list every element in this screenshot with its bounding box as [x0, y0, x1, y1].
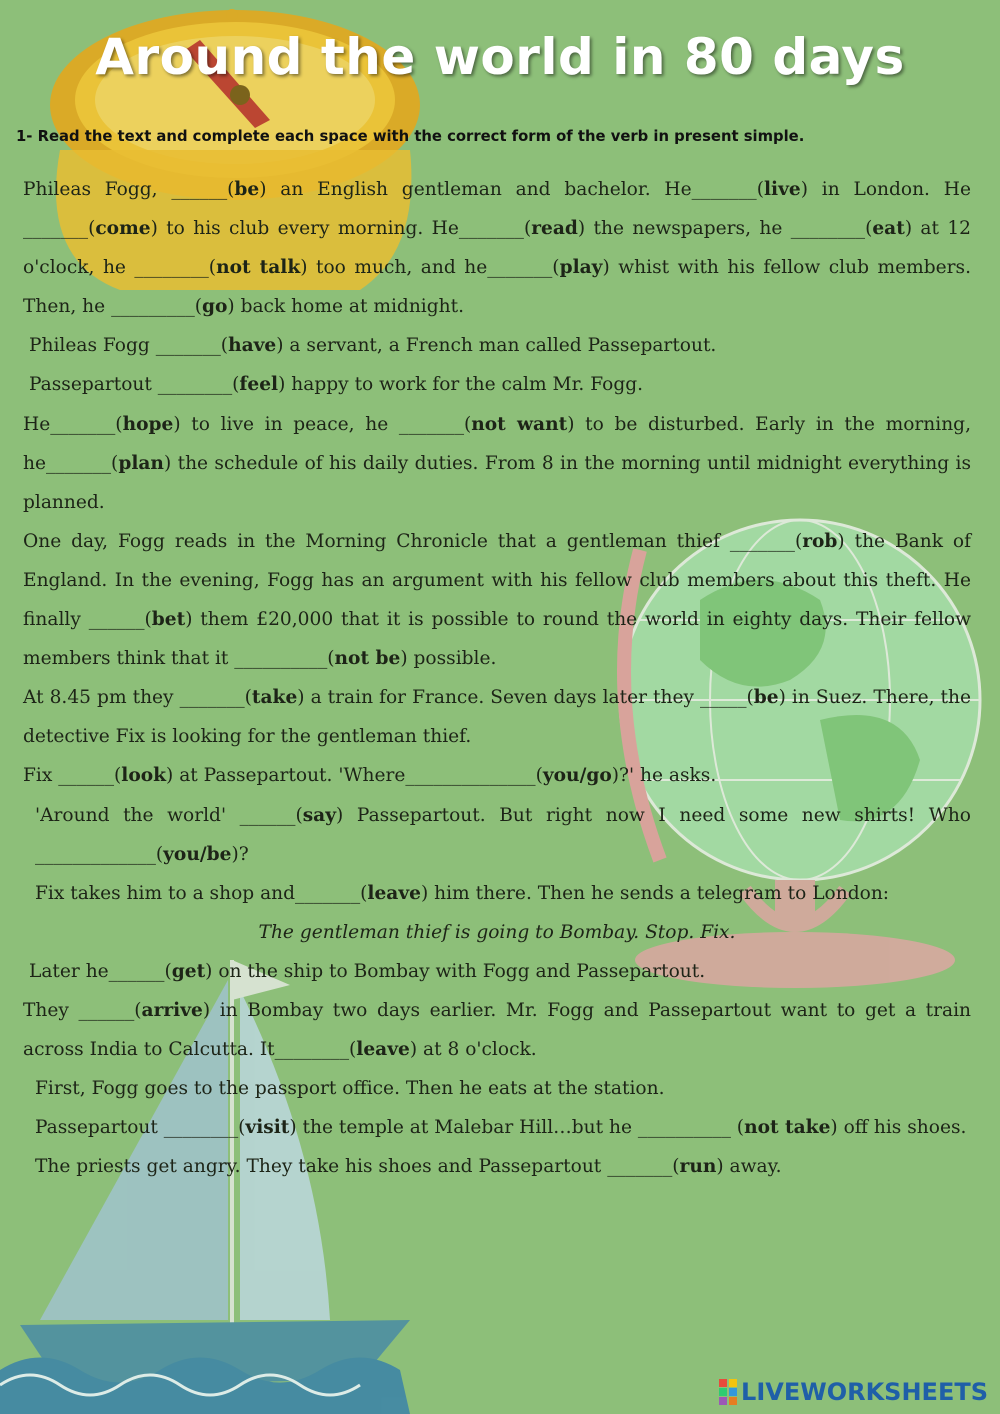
paragraph-11: Later he______(get) on the ship to Bombay with Fogg and Passepartout.	[29, 960, 706, 982]
logo-grid-icon	[719, 1379, 737, 1405]
paragraph-2: Phileas Fogg _______(have) a servant, a French man called Passepartout.	[29, 335, 717, 357]
paragraph-9: Fix takes him to a shop and_______(leave) him there. Then he sends a telegram to London:	[35, 882, 890, 904]
paragraph-4: He_______(hope) to live in peace, he _______(not want) to be disturbed. Early in the morning, he_______(plan) the schedule of his daily duties. From 8 in the morning until midnight everything is planned.	[23, 413, 971, 513]
paragraph-7: Fix ______(look) at Passepartout. 'Where______________(you/go)?' he asks.	[23, 765, 717, 787]
paragraph-14: Passepartout ________(visit) the temple at Malebar Hill…but he __________ (not take) off his shoes.	[35, 1117, 967, 1139]
paragraph-12: They ______(arrive) in Bombay two days earlier. Mr. Fogg and Passepartout want to get a train across India to Calcutta. It________(leave) at 8 o'clock.	[23, 999, 971, 1061]
paragraph-15: The priests get angry. They take his shoes and Passepartout _______(run) away.	[35, 1156, 782, 1178]
page-title: Around the world in 80 days	[95, 28, 905, 86]
exercise-text	[23, 170, 971, 1186]
paragraph-3: Passepartout ________(feel) happy to work for the calm Mr. Fogg.	[29, 374, 644, 396]
logo-text: LIVEWORKSHEETS	[741, 1378, 988, 1406]
paragraph-1: Phileas Fogg, ______(be) an English gentleman and bachelor. He_______(live) in London. He _______(come) to his club every morning. He_______(read) the newspapers, he ________(eat) at 12 o'clock, he ________(not talk) too much, and he_______(play) whist with his fellow club members. Then, he _________(go) back home at midnight.	[23, 179, 972, 318]
liveworksheets-logo	[719, 1378, 988, 1406]
telegram-text: The gentleman thief is going to Bombay. Stop. Fix.	[258, 921, 736, 943]
paragraph-5: One day, Fogg reads in the Morning Chronicle that a gentleman thief _______(rob) the Bank of England. In the evening, Fogg has an argument with his fellow club members about this theft. He finally ______(bet) them £20,000 that it is possible to round the world in eighty days. Their fellow members think that it __________(not be) possible.	[23, 530, 971, 670]
paragraph-6: At 8.45 pm they _______(take) a train for France. Seven days later they _____(be) in Suez. There, the detective Fix is looking for the gentleman thief.	[23, 687, 971, 748]
instruction: 1- Read the text and complete each space with the correct form of the verb in present simple.	[16, 128, 805, 145]
paragraph-8: 'Around the world' ______(say) Passepartout. But right now I need some new shirts! Who _____________(you/be)?	[35, 804, 972, 865]
paragraph-13: First, Fogg goes to the passport office. Then he eats at the station.	[35, 1078, 665, 1100]
